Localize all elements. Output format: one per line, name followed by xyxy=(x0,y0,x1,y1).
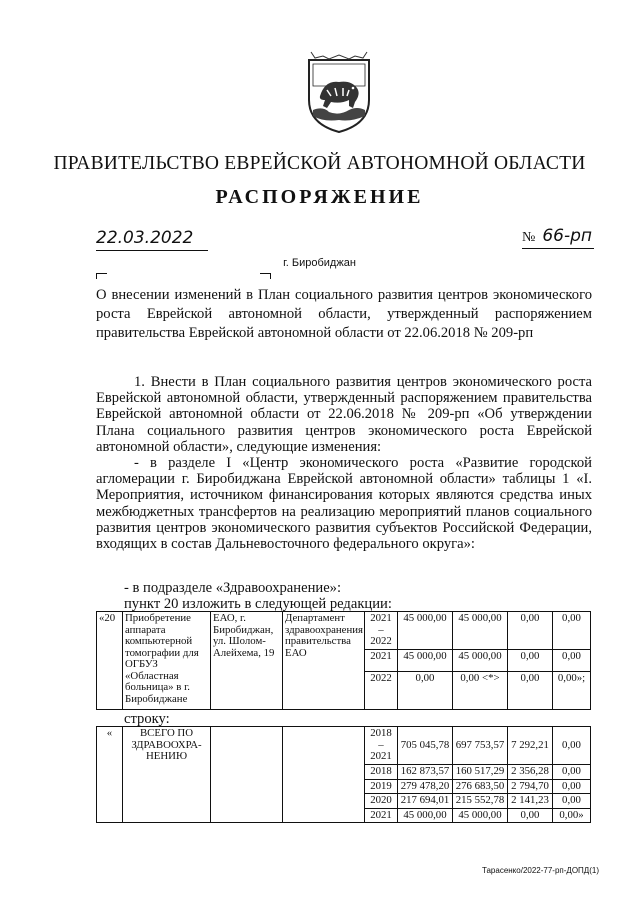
cell-quote-mark: « xyxy=(97,727,123,823)
cell-other: 0,00 xyxy=(553,649,591,671)
cell-other: 0,00»; xyxy=(553,671,591,709)
cell-place: ЕАО, г. Биробиджан, ул. Шолом-Алейхема, 19 xyxy=(211,612,283,710)
document-footer-id: Тарасенко/2022-77-рп-ДОПД(1) xyxy=(481,866,599,875)
cell-other: 0,00 xyxy=(553,794,591,809)
cell-regional: 0,00 xyxy=(508,671,553,709)
paragraph-4: пункт 20 изложить в следующей редакции: xyxy=(124,596,392,612)
cell-total: 45 000,00 xyxy=(398,612,453,650)
document-number-field xyxy=(522,226,594,249)
handwritten-date: 22.03.2022 xyxy=(96,228,194,248)
cell-regional: 2 356,28 xyxy=(508,765,553,780)
government-name: ПРАВИТЕЛЬСТВО ЕВРЕЙСКОЙ АВТОНОМНОЙ ОБЛАСТИ xyxy=(53,153,586,174)
cell-year: 2022 xyxy=(365,671,398,709)
cell-executor: Департамент здравоохранения правительства ЕАО xyxy=(283,612,365,710)
cell-year: 2019 xyxy=(365,779,398,794)
table-row xyxy=(97,727,591,765)
cell-event: Приобретение аппарата компьютерной томографии для ОГБУЗ «Областная больница» в г. Биробиджане xyxy=(123,612,211,710)
cell-year: 2021 – 2022 xyxy=(365,612,398,650)
paragraph-1: 1. Внести в План социального развития центров экономического роста Еврейской автономной области, утвержденный распоряжением правительства Еврейской автономной области от 22.06.2018 № 209-рп «Об утверждении Плана социального развития центров экономического роста Еврейской автономной области», следующие изменения: xyxy=(96,374,592,455)
cell-total: 162 873,57 xyxy=(398,765,453,780)
cell-other: 0,00 xyxy=(553,765,591,780)
subject-corner-right xyxy=(260,273,271,279)
cell-place-empty xyxy=(211,727,283,823)
cell-federal: 0,00 <*> xyxy=(453,671,508,709)
cell-executor-empty xyxy=(283,727,365,823)
coat-of-arms-emblem xyxy=(303,50,375,134)
cell-federal: 45 000,00 xyxy=(453,612,508,650)
cell-federal: 697 753,57 xyxy=(453,727,508,765)
cell-regional: 0,00 xyxy=(508,649,553,671)
cell-federal: 45 000,00 xyxy=(453,808,508,823)
cell-total-label: ВСЕГО ПО ЗДРАВООХРА-НЕНИЮ xyxy=(123,727,211,823)
cell-year: 2018 – 2021 xyxy=(365,727,398,765)
cell-regional: 0,00 xyxy=(508,612,553,650)
cell-other: 0,00» xyxy=(553,808,591,823)
cell-federal: 215 552,78 xyxy=(453,794,508,809)
paragraph-3: - в подразделе «Здравоохранение»: xyxy=(124,580,342,596)
cell-regional: 7 292,21 xyxy=(508,727,553,765)
cell-item-number: «20 xyxy=(97,612,123,710)
cell-total: 279 478,20 xyxy=(398,779,453,794)
table-item-20 xyxy=(96,611,591,710)
paragraph-2: - в разделе I «Центр экономического роста «Развитие городской агломерации г. Биробиджана Еврейской автономной области» таблицы 1 «I. Мероприятия, источником финансирования которых являются средства иных межбюджетных трансфертов на реализацию мероприятий планов социального развития центров экономического развития субъектов Российской Федерации, входящих в состав Дальневосточного федерального округа»: xyxy=(96,455,592,553)
subject-corner-left xyxy=(96,273,107,279)
cell-federal: 276 683,50 xyxy=(453,779,508,794)
handwritten-number: 66-рп xyxy=(542,226,593,246)
cell-year: 2021 xyxy=(365,808,398,823)
city-name: г. Биробиджан xyxy=(283,257,356,269)
cell-total: 217 694,01 xyxy=(398,794,453,809)
cell-federal: 160 517,29 xyxy=(453,765,508,780)
cell-year: 2020 xyxy=(365,794,398,809)
cell-total: 45 000,00 xyxy=(398,808,453,823)
document-type-title: РАСПОРЯЖЕНИЕ xyxy=(215,186,424,208)
cell-federal: 45 000,00 xyxy=(453,649,508,671)
document-body xyxy=(96,374,592,552)
cell-other: 0,00 xyxy=(553,612,591,650)
cell-other: 0,00 xyxy=(553,779,591,794)
cell-total: 45 000,00 xyxy=(398,649,453,671)
number-sign: № xyxy=(522,230,536,245)
cell-regional: 2 794,70 xyxy=(508,779,553,794)
cell-total: 0,00 xyxy=(398,671,453,709)
cell-regional: 0,00 xyxy=(508,808,553,823)
document-subject: О внесении изменений в План социального развития центров экономического роста Еврейской автономной области, утвержденный распоряжением правительства Еврейской автономной области от 22.06.2018 № 209-рп xyxy=(96,287,592,341)
cell-year: 2018 xyxy=(365,765,398,780)
cell-year: 2021 xyxy=(365,649,398,671)
cell-total: 705 045,78 xyxy=(398,727,453,765)
document-date-field xyxy=(96,228,208,251)
cell-other: 0,00 xyxy=(553,727,591,765)
table-row xyxy=(97,612,591,650)
cell-regional: 2 141,23 xyxy=(508,794,553,809)
paragraph-5: строку: xyxy=(124,711,170,727)
table-total-healthcare xyxy=(96,726,591,823)
